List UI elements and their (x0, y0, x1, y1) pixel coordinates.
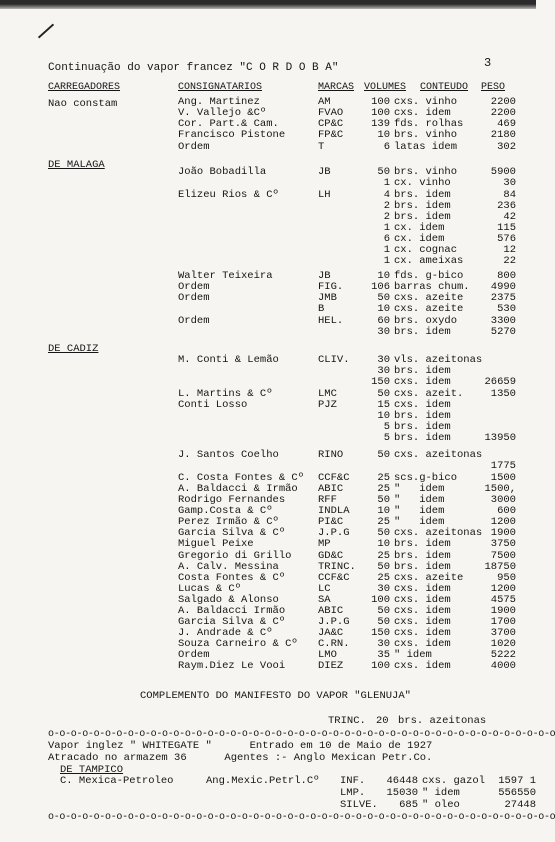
row-consignee: Elizeu Rios & Cº (178, 189, 279, 201)
row-volume: 2 (383, 200, 390, 212)
row-consignee: Rodrigo Fernandes (178, 494, 286, 506)
row-contents: brs. vinho (394, 166, 458, 178)
row-volume: 50 (377, 605, 390, 617)
header-weight: PESO (481, 82, 506, 93)
row-contents: " idem (394, 483, 445, 495)
header-volumes: VOLUMES (364, 82, 407, 93)
row-contents: cxs. vinho (394, 96, 458, 108)
row-contents: brs. vinho (394, 129, 458, 141)
row-consignee: Souza Carneiro & Cº (178, 638, 298, 650)
row-volume: 150 (371, 627, 390, 639)
tampico-consignee: Ang.Mexic.Petrl.Cº (206, 775, 320, 787)
row-contents: barras chum. (394, 281, 470, 293)
row-volume: 50 (377, 561, 390, 573)
row-consignee: Walter Teixeira (178, 270, 273, 282)
row-contents: cxs. azeitonas (394, 449, 483, 461)
row-weight: 3300 (490, 315, 516, 327)
row-consignee: Miguel Peixe (178, 538, 254, 550)
row-volume: 30 (377, 354, 390, 366)
row-weight: 1700 (490, 616, 516, 628)
row-volume: 25 (377, 483, 390, 495)
section-malaga: DE MALAGA (48, 159, 105, 171)
row-contents: cx. ameixas (394, 255, 464, 267)
row-volume: 100 (371, 660, 390, 672)
row-volume: 1 (383, 255, 390, 267)
row-contents: cxs. idem (394, 583, 451, 595)
row-contents: cxs. azeite (394, 572, 464, 584)
row-volume: 2 (383, 211, 390, 223)
row-mark: FP&C (318, 129, 344, 141)
row-contents: brs. idem (394, 561, 451, 573)
row-contents: brs. idem (394, 538, 451, 550)
header-shippers: CARREGADORES (48, 82, 121, 93)
row-contents: cxs. idem (394, 376, 451, 388)
row-volume: 30 (377, 326, 390, 338)
row-contents: brs. idem (394, 326, 451, 338)
tampico-mark: INF. (340, 775, 366, 787)
row-consignee: A. Baldacci Irmão (178, 605, 286, 617)
complement-title: COMPLEMENTO DO MANIFESTO DO VAPOR "GLENUJA" (140, 690, 411, 702)
tampico-volume: 685 (399, 799, 418, 811)
row-volume: 10 (377, 270, 390, 282)
row-mark: LC (318, 583, 331, 595)
separator-line-bottom: o-o-o-o-o-o-o-o-o-o-o-o-o-o-o-o-o-o-o-o-o-o-o-o-o-o-o-o-o-o-o-o-o-o-o-o-o-o-o-o-o-o-o-o-o (48, 812, 555, 823)
row-volume: 150 (371, 376, 390, 388)
row-weight: 4000 (490, 660, 516, 672)
row-mark: JA&C (318, 627, 344, 639)
row-weight: 600 (497, 505, 516, 517)
tampico-weight: 556550 (498, 787, 536, 799)
row-weight: 1775 (490, 460, 516, 472)
row-consignee: L. Martins & Cº (178, 388, 273, 400)
row-contents: cxs. azeite (394, 303, 464, 315)
row-volume: 100 (371, 107, 390, 119)
row-consignee: Garcia Silva & Cº (178, 527, 286, 539)
berth-line: Atracado no armazem 36 Agentes :- Anglo Mexican Petr.Co. (48, 752, 433, 764)
tampico-shipper: C. Mexica-Petroleo (60, 775, 174, 787)
row-contents: brs. idem (394, 421, 451, 433)
row-mark: LMO (318, 649, 337, 661)
row-weight: 302 (497, 141, 516, 153)
row-consignee: A. Baldacci & Irmão (178, 483, 298, 495)
row-contents: scs.g-bico (394, 472, 458, 484)
row-mark: SA (318, 594, 331, 606)
row-weight: 115 (497, 222, 516, 234)
row-consignee: Ordem (178, 649, 210, 661)
row-consignee: C. Costa Fontes & Cº (178, 472, 305, 484)
row-consignee: Gamp.Costa & Cº (178, 505, 273, 517)
section-cadiz: DE CADIZ (48, 343, 99, 355)
row-contents: brs. idem (394, 550, 451, 562)
row-weight: 236 (497, 200, 516, 212)
complement-mark: TRINC. (328, 715, 366, 727)
row-volume: 10 (377, 303, 390, 315)
row-contents: cxs. idem (394, 638, 451, 650)
row-volume: 1 (383, 177, 390, 189)
row-consignee: J. Andrade & Cº (178, 627, 273, 639)
row-volume: 30 (377, 365, 390, 377)
row-mark: JB (318, 166, 331, 178)
not-listed-label: Nao constam (48, 98, 118, 110)
row-volume: 1 (383, 222, 390, 234)
complement-volume: 20 (376, 715, 389, 727)
row-contents: cxs. idem (394, 660, 451, 672)
row-volume: 35 (377, 649, 390, 661)
row-volume: 6 (383, 233, 390, 245)
row-consignee: Salgado & Alonso (178, 594, 279, 606)
row-contents: fds. g-bico (394, 270, 464, 282)
row-contents: " idem (394, 494, 445, 506)
row-consignee: Ordem (178, 281, 210, 293)
row-volume: 106 (371, 281, 390, 293)
row-weight: 2200 (490, 107, 516, 119)
row-consignee: Costa Fontes & Cº (178, 572, 286, 584)
row-volume: 10 (377, 505, 390, 517)
row-mark: CLIV. (318, 354, 350, 366)
row-contents: cxs. idem (394, 594, 451, 606)
row-volume: 139 (371, 118, 390, 130)
row-consignee: João Bobadilla (178, 166, 267, 178)
tampico-contents: " idem (422, 787, 460, 799)
row-mark: AM (318, 96, 331, 108)
row-volume: 100 (371, 96, 390, 108)
tampico-volume: 46448 (386, 775, 418, 787)
row-volume: 1 (383, 244, 390, 256)
row-consignee: Ordem (178, 315, 210, 327)
row-consignee: Ordem (178, 141, 210, 153)
row-weight: 3750 (490, 538, 516, 550)
row-contents: cxs. idem (394, 605, 451, 617)
row-weight: 2375 (490, 292, 516, 304)
row-contents: cx. idem (394, 222, 445, 234)
row-contents: brs. oxydo (394, 315, 458, 327)
row-weight: 4990 (490, 281, 516, 293)
row-weight: 1500 (490, 472, 516, 484)
row-volume: 5 (383, 432, 390, 444)
row-weight: 1350 (490, 388, 516, 400)
row-mark: MP (318, 538, 331, 550)
row-volume: 5 (383, 421, 390, 433)
row-contents: cxs. idem (394, 107, 451, 119)
separator-line: o-o-o-o-o-o-o-o-o-o-o-o-o-o-o-o-o-o-o-o-o-o-o-o-o-o-o-o-o-o-o-o-o-o-o-o-o-o-o-o-o-o-o-o-o (48, 729, 555, 740)
row-weight: 530 (497, 303, 516, 315)
row-weight: 13950 (484, 432, 516, 444)
header-marks: MARCAS (318, 82, 355, 93)
row-mark: LH (318, 189, 331, 201)
row-weight: 469 (497, 118, 516, 130)
section-tampico: DE TAMPICO (60, 764, 124, 776)
row-weight: 26659 (484, 376, 516, 388)
row-weight: 84 (503, 189, 516, 201)
row-weight: 5900 (490, 166, 516, 178)
row-contents: brs. idem (394, 211, 451, 223)
row-weight: 1900 (490, 605, 516, 617)
row-consignee: Garcia Silva & Cº (178, 616, 286, 628)
row-weight: 30 (503, 177, 516, 189)
row-contents: " idem (394, 505, 445, 517)
row-contents: brs. idem (394, 432, 451, 444)
row-volume: 15 (377, 399, 390, 411)
row-mark: INDLA (318, 505, 350, 517)
tampico-weight: 1597 1 (498, 775, 536, 787)
row-contents: cx. vinho (394, 177, 451, 189)
row-weight: 576 (497, 233, 516, 245)
tampico-volume: 15030 (386, 787, 418, 799)
row-weight: 3000 (490, 494, 516, 506)
row-weight: 42 (503, 211, 516, 223)
row-volume: 60 (377, 315, 390, 327)
row-mark: PJZ (318, 399, 337, 411)
row-mark: J.P.G (318, 616, 350, 628)
row-mark: ABIC (318, 483, 344, 495)
row-weight: 22 (503, 255, 516, 267)
row-mark: FIG. (318, 281, 344, 293)
row-mark: JMB (318, 292, 337, 304)
row-contents: brs. idem (394, 410, 451, 422)
row-consignee: Cor. Part.& Cam. (178, 118, 279, 130)
tampico-weight: 27448 (504, 799, 536, 811)
row-consignee: Francisco Pistone (178, 129, 286, 141)
row-consignee: Perez Irmão & Cº (178, 516, 279, 528)
row-consignee: A. Calv. Messina (178, 561, 279, 573)
row-mark: CP&C (318, 118, 344, 130)
row-volume: 30 (377, 583, 390, 595)
row-contents: " idem (394, 516, 445, 528)
row-consignee: M. Conti & Lemão (178, 354, 279, 366)
row-contents: cxs. azeitonas (394, 527, 483, 539)
row-mark: HEL. (318, 315, 344, 327)
page-number: 3 (484, 56, 492, 70)
row-consignee: Gregorio di Grillo (178, 550, 292, 562)
row-volume: 10 (377, 129, 390, 141)
row-volume: 50 (377, 494, 390, 506)
row-mark: PI&C (318, 516, 344, 528)
row-contents: cxs. idem (394, 616, 451, 628)
row-volume: 50 (377, 292, 390, 304)
row-weight: 800 (497, 270, 516, 282)
row-volume: 25 (377, 472, 390, 484)
row-contents: cxs. idem (394, 399, 451, 411)
row-mark: CCF&C (318, 472, 350, 484)
scan-edge-shadow (0, 0, 536, 9)
row-contents: brs. idem (394, 189, 451, 201)
complement-contents: brs. azeitonas (398, 715, 487, 727)
row-weight: 3700 (490, 627, 516, 639)
row-weight: 2180 (490, 129, 516, 141)
row-consignee: Ang. Martinez (178, 96, 260, 108)
row-weight: 1500, (484, 483, 516, 495)
row-weight: 5222 (490, 649, 516, 661)
tampico-mark: LMP. (340, 787, 366, 799)
row-weight: 1200 (490, 516, 516, 528)
row-consignee: Conti Losso (178, 399, 248, 411)
row-weight: 18750 (484, 561, 516, 573)
row-mark: TRINC. (318, 561, 356, 573)
row-volume: 30 (377, 638, 390, 650)
row-mark: B (318, 303, 325, 315)
row-volume: 10 (377, 538, 390, 550)
row-volume: 100 (371, 594, 390, 606)
row-contents: fds. rolhas (394, 118, 464, 130)
row-weight: 4575 (490, 594, 516, 606)
row-contents: vls. azeitonas (394, 354, 483, 366)
row-volume: 6 (383, 141, 390, 153)
row-volume: 10 (377, 410, 390, 422)
row-weight: 12 (503, 244, 516, 256)
row-consignee: Raym.Diez Le Vooi (178, 660, 286, 672)
tampico-contents: " oleo (422, 799, 460, 811)
row-mark: FVAO (318, 107, 344, 119)
row-contents: cxs. idem (394, 627, 451, 639)
row-weight: 1200 (490, 583, 516, 595)
row-volume: 25 (377, 516, 390, 528)
tampico-mark: SILVE. (340, 799, 378, 811)
row-weight: 7500 (490, 550, 516, 562)
row-weight: 2200 (490, 96, 516, 108)
pen-stroke-mark (38, 24, 54, 39)
row-mark: GD&C (318, 550, 344, 562)
row-mark: JB (318, 270, 331, 282)
row-consignee: J. Santos Coelho (178, 449, 279, 461)
row-mark: RFF (318, 494, 337, 506)
row-mark: RINO (318, 449, 344, 461)
row-mark: DIEZ (318, 660, 344, 672)
row-volume: 25 (377, 550, 390, 562)
vessel-line: Vapor inglez " WHITEGATE " Entrado em 10 de Maio de 1927 (48, 740, 433, 752)
row-contents: cxs. azeite (394, 292, 464, 304)
row-contents: cx. idem (394, 233, 445, 245)
row-weight: 5270 (490, 326, 516, 338)
row-contents: cx. cognac (394, 244, 458, 256)
header-consignees: CONSIGNATARIOS (178, 82, 263, 93)
page-title: Continuação do vapor francez "C O R D O B A" (48, 62, 339, 74)
row-weight: 1900 (490, 527, 516, 539)
row-mark: J.P.G (318, 527, 350, 539)
row-volume: 25 (377, 572, 390, 584)
row-volume: 50 (377, 166, 390, 178)
row-consignee: V. Vallejo &Cº (178, 107, 267, 119)
row-consignee: Lucas & Cº (178, 583, 242, 595)
row-mark: CCF&C (318, 572, 350, 584)
tampico-contents: cxs. gazol (422, 775, 486, 787)
row-volume: 50 (377, 527, 390, 539)
row-weight: 950 (497, 572, 516, 584)
row-mark: T (318, 141, 325, 153)
header-contents: CONTEUDO (420, 82, 469, 93)
row-volume: 50 (377, 388, 390, 400)
row-contents: cxs. azeit. (394, 388, 464, 400)
row-mark: ABIC (318, 605, 344, 617)
row-volume: 4 (383, 189, 390, 201)
row-contents: brs. idem (394, 365, 451, 377)
row-consignee: Ordem (178, 292, 210, 304)
row-volume: 50 (377, 449, 390, 461)
row-weight: 1020 (490, 638, 516, 650)
row-mark: LMC (318, 388, 337, 400)
row-contents: latas idem (394, 141, 458, 153)
row-contents: " idem (394, 649, 432, 661)
row-contents: brs. idem (394, 200, 451, 212)
row-volume: 50 (377, 616, 390, 628)
row-mark: C.RN. (318, 638, 350, 650)
